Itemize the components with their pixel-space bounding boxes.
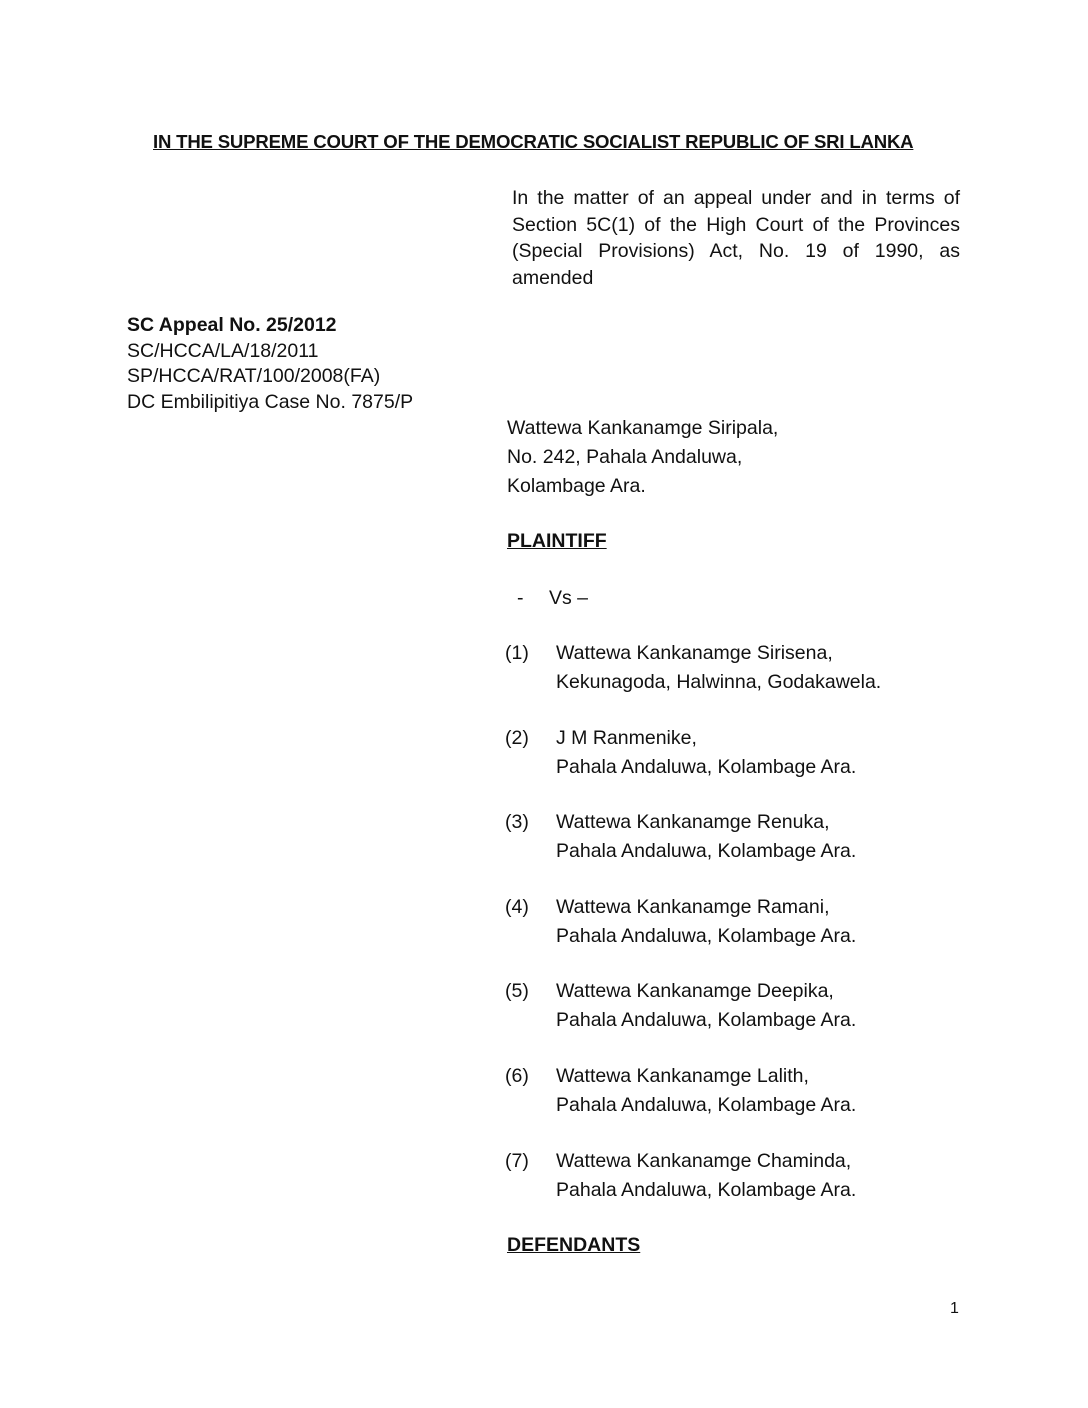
defendant-address: Pahala Andaluwa, Kolambage Ara. xyxy=(556,1094,857,1116)
defendant-name: Wattewa Kankanamge Chaminda, xyxy=(556,1150,852,1172)
case-number: SP/HCCA/RAT/100/2008(FA) xyxy=(127,365,381,387)
page-number: 1 xyxy=(950,1300,959,1317)
plaintiff-address-line: Kolambage Ara. xyxy=(507,475,646,497)
defendant-number: (6) xyxy=(505,1065,529,1087)
defendant-name: Wattewa Kankanamge Ramani, xyxy=(556,896,830,918)
defendant-address: Pahala Andaluwa, Kolambage Ara. xyxy=(556,925,857,947)
plaintiff-label: PLAINTIFF xyxy=(507,530,607,552)
defendant-address: Pahala Andaluwa, Kolambage Ara. xyxy=(556,840,857,862)
defendant-address: Pahala Andaluwa, Kolambage Ara. xyxy=(556,1179,857,1201)
defendant-name: Wattewa Kankanamge Sirisena, xyxy=(556,642,833,664)
plaintiff-address-line: No. 242, Pahala Andaluwa, xyxy=(507,446,743,468)
case-numbers xyxy=(127,313,413,415)
case-number: DC Embilipitiya Case No. 7875/P xyxy=(127,390,414,413)
matter-description: In the matter of an appeal under and in terms of Section 5C(1) of the High Court of the Provinces (Special Provisions) Act, No. 19 of 1990, as amended xyxy=(512,187,960,289)
defendant-number: (2) xyxy=(505,727,529,749)
defendant-number: (1) xyxy=(505,642,529,664)
plaintiff-block xyxy=(507,414,778,501)
versus-dash: - xyxy=(517,587,524,609)
defendant-address: Kekunagoda, Halwinna, Godakawela. xyxy=(556,671,882,693)
defendants-label: DEFENDANTS xyxy=(507,1234,641,1256)
defendant-name: Wattewa Kankanamge Lalith, xyxy=(556,1065,809,1087)
court-title: IN THE SUPREME COURT OF THE DEMOCRATIC SOCIALIST REPUBLIC OF SRI LANKA xyxy=(153,131,914,152)
versus-line xyxy=(517,587,588,610)
versus-text: Vs – xyxy=(549,587,589,609)
plaintiff-name: Wattewa Kankanamge Siripala, xyxy=(507,417,779,439)
defendant-name: Wattewa Kankanamge Deepika, xyxy=(556,980,834,1002)
primary-case-number: SC Appeal No. 25/2012 xyxy=(127,314,337,336)
defendant-name: J M Ranmenike, xyxy=(556,727,697,749)
case-number: SC/HCCA/LA/18/2011 xyxy=(127,339,319,362)
defendant-address: Pahala Andaluwa, Kolambage Ara. xyxy=(556,1009,857,1031)
defendant-address: Pahala Andaluwa, Kolambage Ara. xyxy=(556,756,857,778)
defendant-number: (5) xyxy=(505,980,529,1002)
defendant-number: (4) xyxy=(505,896,529,918)
defendant-name: Wattewa Kankanamge Renuka, xyxy=(556,811,830,833)
defendant-number: (3) xyxy=(505,811,529,833)
defendant-number: (7) xyxy=(505,1150,529,1172)
